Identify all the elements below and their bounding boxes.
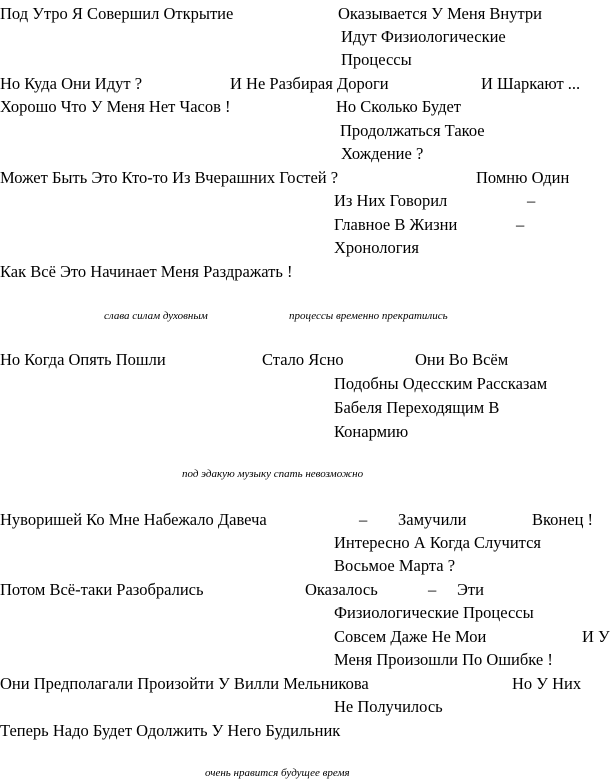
verse-text: Эти: [457, 580, 484, 599]
verse-text: Потом Всё-таки Разобрались: [0, 580, 204, 599]
verse-text: Оказывается У Меня Внутри: [338, 4, 542, 23]
caption-text: слава силам духовным: [104, 310, 208, 322]
caption-text: под эдакую музыку спать невозможно: [182, 468, 364, 480]
verse-text: Восьмое Марта ?: [334, 556, 456, 575]
verse-text: Из Них Говорил: [334, 191, 448, 210]
verse-text: Как Всё Это Начинает Меня Раздражать !: [0, 262, 293, 281]
verse-text: И Шаркают ...: [481, 74, 581, 93]
verse-text: Главное В Жизни: [334, 215, 458, 234]
verse-text: Не Получилось: [334, 697, 443, 716]
verse-text: Хронология: [334, 238, 419, 257]
verse-text: Конармию: [334, 422, 409, 441]
verse-text: Но Сколько Будет: [336, 97, 462, 116]
verse-text: Физиологические Процессы: [334, 603, 534, 622]
verse-text: Но Куда Они Идут ?: [0, 74, 143, 93]
verse-text: –: [359, 510, 368, 529]
caption-text: процессы временно прекратились: [289, 310, 448, 322]
verse-text: И У: [582, 627, 610, 646]
verse-text: –: [516, 215, 525, 234]
verse-text: Помню Один: [476, 168, 570, 187]
verse-text: Теперь Надо Будет Одолжить У Него Будильник: [0, 721, 341, 740]
verse-text: Но У Них: [512, 674, 582, 693]
verse-text: –: [428, 580, 437, 599]
verse-text: Может Быть Это Кто-то Из Вчерашних Гостей ?: [0, 168, 339, 187]
verse-text: Бабеля Переходящим В: [334, 398, 500, 417]
verse-text: Стало Ясно: [262, 350, 344, 369]
verse-text: –: [527, 191, 536, 210]
verse-text: Замучили: [398, 510, 467, 529]
verse-text: Нуворишей Ко Мне Набежало Давеча: [0, 510, 267, 529]
verse-text: Интересно А Когда Случится: [334, 533, 541, 552]
verse-text: Подобны Одесским Рассказам: [334, 374, 548, 393]
verse-text: И Не Разбирая Дороги: [230, 74, 389, 93]
verse-text: Меня Произошли По Ошибке !: [334, 650, 553, 669]
verse-text: Совсем Даже Не Мои: [334, 627, 487, 646]
verse-text: Идут Физиологические: [341, 27, 506, 46]
verse-text: Процессы: [341, 50, 412, 69]
verse-text: Оказалось: [305, 580, 378, 599]
verse-text: Продолжаться Такое: [340, 121, 485, 140]
verse-text: Но Когда Опять Пошли: [0, 350, 166, 369]
verse-text: Хождение ?: [341, 144, 424, 163]
verse-text: Хорошо Что У Меня Нет Часов !: [0, 97, 231, 116]
verse-text: Вконец !: [532, 510, 594, 529]
verse-text: Под Утро Я Совершил Открытие: [0, 4, 234, 23]
caption-text: очень нравится будущее время: [205, 767, 350, 779]
verse-text: Они Предполагали Произойти У Вилли Мельникова: [0, 674, 369, 693]
verse-text: Они Во Всём: [415, 350, 509, 369]
